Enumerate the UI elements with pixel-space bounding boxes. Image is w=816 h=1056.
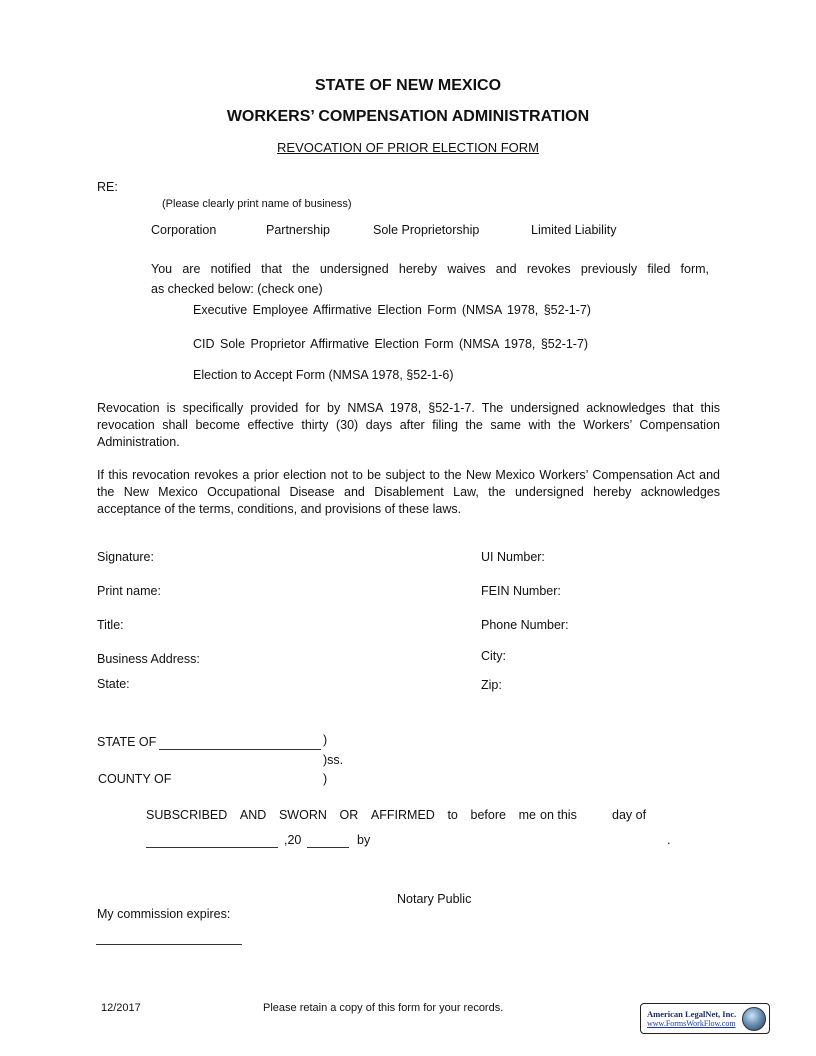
ui-number-label: UI Number: [481,550,545,564]
venue-paren-top: ) [323,733,328,747]
year-line[interactable] [307,847,349,848]
agency-title: WORKERS’ COMPENSATION ADMINISTRATION [226,108,590,125]
notary-public-label: Notary Public [397,892,472,906]
revocation-paragraph: Revocation is specifically provided for by NMSA 1978, §52-1-7. The undersigned acknowledges that this revocation shall become effective thirty (30) days after filing the same with the Workers’ Compensation Administration. [97,401,720,449]
sworn-word: me [518,808,536,822]
title-label: Title: [97,618,124,632]
state-label: State: [97,677,130,691]
on-this-label: on this [540,808,577,822]
form-date: 12/2017 [101,1002,141,1014]
option-election-to-accept[interactable]: Election to Accept Form (NMSA 1978, §52-1-6) [193,368,454,382]
state-title: STATE OF NEW MEXICO [314,77,502,94]
city-label: City: [481,649,506,663]
year-prefix: ,20 [284,833,302,847]
by-label: by [357,833,371,847]
sworn-word: AFFIRMED [370,808,435,822]
sworn-word: SUBSCRIBED [146,808,228,822]
business-address-label: Business Address: [97,652,200,666]
state-of-line[interactable] [159,749,321,750]
notice-line-1: You are notified that the undersigned hereby waives and revokes previously filed form, [151,262,709,276]
commission-expires-label: My commission expires: [97,907,231,921]
fein-number-label: FEIN Number: [481,584,561,598]
legalnet-logo [640,1003,770,1034]
entity-sole-proprietorship[interactable]: Sole Proprietorship [373,223,480,237]
day-of-label: day of [612,808,647,822]
entity-limited-liability[interactable]: Limited Liability [531,223,617,237]
option-cid-sole-proprietor[interactable]: CID Sole Proprietor Affirmative Election Form (NMSA 1978, §52-1-7) [193,337,589,351]
re-label: RE: [97,180,118,194]
retain-note: Please retain a copy of this form for your records. [263,1002,504,1014]
prior-election-paragraph: If this revocation revokes a prior election not to be subject to the New Mexico Workers’ Compensation Act and the New Mexico Occupational Disease and Disablement Law, the undersigned hereby acknowledges acceptance of the terms, conditions, and provisions of these laws. [97,468,720,516]
entity-partnership[interactable]: Partnership [266,223,330,237]
zip-label: Zip: [481,678,502,692]
state-of-label: STATE OF [97,735,157,749]
month-line[interactable] [146,847,278,848]
county-of-label: COUNTY OF [98,772,172,786]
logo-website: www.FormsWorkFlow.com [647,1019,736,1028]
signature-label: Signature: [97,550,154,564]
sworn-word: before [470,808,506,822]
logo-company-name: American LegalNet, Inc. [647,1009,737,1019]
phone-number-label: Phone Number: [481,618,569,632]
sworn-word: to [447,808,458,822]
globe-icon [742,1007,766,1031]
sworn-word: AND [239,808,267,822]
business-name-hint: (Please clearly print name of business) [162,198,352,210]
venue-ss: )ss. [323,753,344,767]
option-executive-employee[interactable]: Executive Employee Affirmative Election Form (NMSA 1978, §52-1-7) [193,303,591,317]
form-title [0,140,816,155]
form-title-text: REVOCATION OF PRIOR ELECTION FORM [277,140,539,155]
sworn-word: OR [339,808,359,822]
entity-corporation[interactable]: Corporation [151,223,217,237]
notice-line-2: as checked below: (check one) [151,282,323,296]
sentence-period: . [667,833,671,847]
commission-expires-line[interactable] [96,944,242,945]
sworn-word: SWORN [278,808,327,822]
sworn-statement [146,808,536,822]
venue-paren-bottom: ) [323,772,328,786]
print-name-label: Print name: [97,584,161,598]
